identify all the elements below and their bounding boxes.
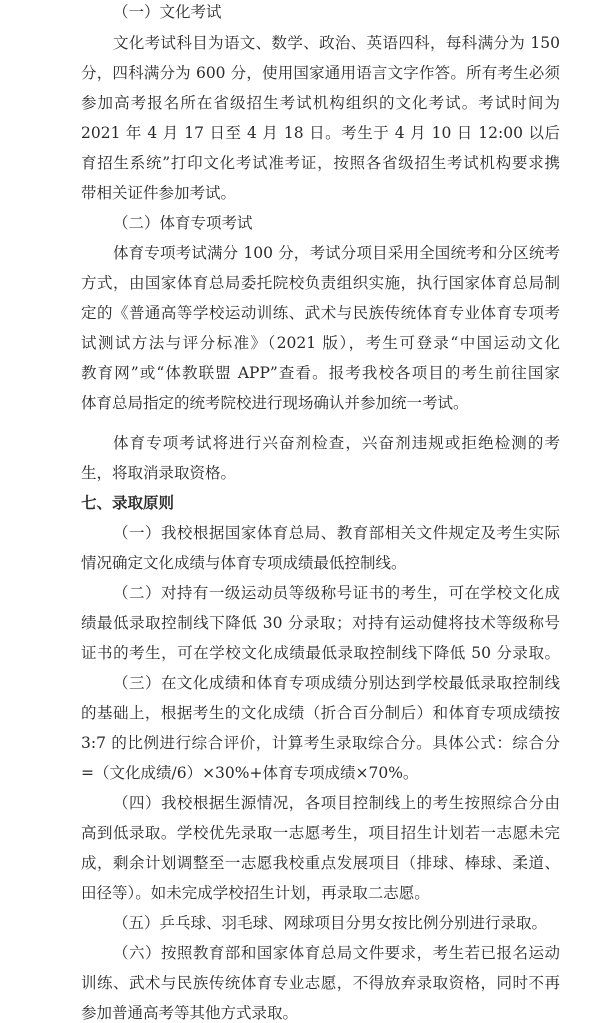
text-line: 教育网”或“体教联盟 APP”查看。报考我校各项目的考生前往国家 xyxy=(81,364,560,382)
text-line: （六）按照教育部和国家体育总局文件要求，考生若已报名运动 xyxy=(113,944,560,962)
text-line: 试测试方法与评分标准》（2021 版），考生可登录“中国运动文化 xyxy=(81,334,560,352)
text-line: （四）我校根据生源情况，各项目控制线上的考生按照综合分由 xyxy=(113,794,560,812)
text-line: 2021 年 4 月 17 日至 4 月 18 日。考生于 4 月 10 日 12:00 以后 xyxy=(81,124,560,142)
text-line: 参加高考报名所在省级招生考试机构组织的文化考试。考试时间为 xyxy=(81,94,560,112)
text-line: （一）我校根据国家体育总局、教育部相关文件规定及考生实际 xyxy=(113,524,560,542)
text-line: （三）在文化成绩和体育专项成绩分别达到学校最低录取控制线 xyxy=(113,674,560,692)
text-line: 参加普通高考等其他方式录取。 xyxy=(81,1004,299,1022)
text-line: 文化考试科目为语文、数学、政治、英语四科，每科满分为 150 xyxy=(113,34,560,52)
text-line: 体育专项考试将进行兴奋剂检查，兴奋剂违规或拒绝检测的考 xyxy=(113,434,560,452)
text-line: （一）文化考试 xyxy=(113,3,222,21)
text-line: 成，剩余计划调整至一志愿我校重点发展项目（排球、棒球、柔道、 xyxy=(81,854,560,872)
text-line: 情况确定文化成绩与体育专项成绩最低控制线。 xyxy=(81,554,407,572)
text-line: 定的《普通高等学校运动训练、武术与民族传统体育专业体育专项考 xyxy=(81,304,560,322)
text-line: 训练、武术与民族传统体育专业志愿，不得放弃录取资格，同时不再 xyxy=(81,974,560,992)
section-heading: 七、录取原则 xyxy=(81,494,175,512)
text-line: =（文化成绩/6）×30%+体育专项成绩×70%。 xyxy=(81,764,419,782)
text-line: 绩最低录取控制线下降低 30 分录取；对持有运动健将技术等级称号 xyxy=(81,614,560,632)
text-line: （二）对持有一级运动员等级称号证书的考生，可在学校文化成 xyxy=(113,584,560,602)
text-line: 带相关证件参加考试。 xyxy=(81,184,237,202)
text-line: （五）乒乓球、羽毛球、网球项目分男女按比例分别进行录取。 xyxy=(113,914,548,932)
text-line: （二）体育专项考试 xyxy=(113,214,253,232)
text-line: 方式，由国家体育总局委托院校负责组织实施，执行国家体育总局制 xyxy=(81,274,560,292)
text-line: 3:7 的比例进行综合评价，计算考生录取综合分。具体公式：综合分 xyxy=(81,734,560,752)
text-line: 育招生系统”打印文化考试准考证，按照各省级招生考试机构要求携 xyxy=(81,154,560,172)
text-line: 的基础上，根据考生的文化成绩（折合百分制后）和体育专项成绩按 xyxy=(81,704,560,722)
text-line: 证书的考生，可在学校文化成绩最低录取控制线下降低 50 分录取。 xyxy=(81,644,560,662)
text-line: 体育总局指定的统考院校进行现场确认并参加统一考试。 xyxy=(81,394,469,412)
text-line: 田径等）。如未完成学校招生计划，再录取二志愿。 xyxy=(81,884,430,902)
text-line: 分，四科满分为 600 分，使用国家通用语言文字作答。所有考生必须 xyxy=(81,64,560,82)
text-line: 体育专项考试满分 100 分，考试分项目采用全国统考和分区统考 xyxy=(113,244,560,262)
text-line: 高到低录取。学校优先录取一志愿考生，项目招生计划若一志愿未完 xyxy=(81,824,560,842)
text-line: 生，将取消录取资格。 xyxy=(81,464,237,482)
